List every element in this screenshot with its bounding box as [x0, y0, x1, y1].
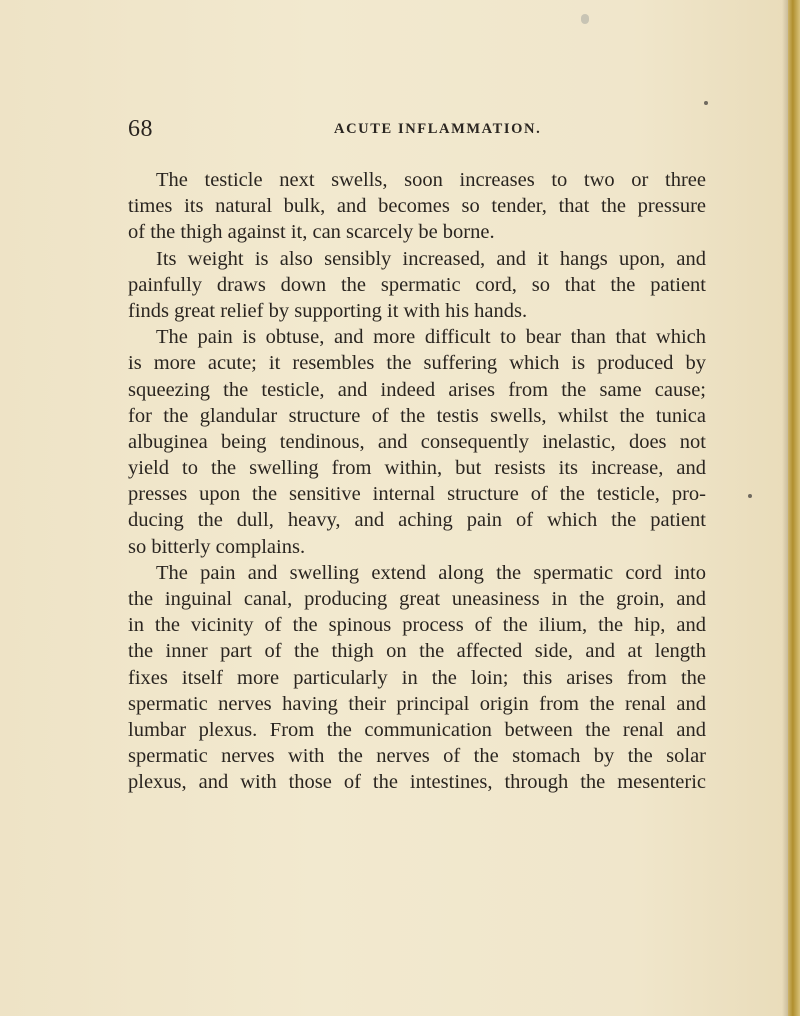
text-line: spermatic nerves with the nerves of the stomach by the solar: [128, 745, 706, 768]
text-line: for the glandular structure of the testis swells, whilst the tunica: [128, 404, 706, 427]
text-line: painfully draws down the spermatic cord, so that the patient: [128, 273, 706, 296]
text-line: times its natural bulk, and becomes so tender, that the pressure: [128, 195, 706, 218]
text-line: yield to the swelling from within, but resists its increase, and: [128, 457, 706, 480]
text-line: The pain is obtuse, and more difficult to bear than that which: [156, 326, 706, 349]
page-header: [128, 115, 698, 145]
book-edge: [788, 0, 800, 1016]
body-text: [128, 167, 706, 796]
text-line: the inner part of the thigh on the affected side, and at length: [128, 640, 706, 663]
text-line: finds great relief by supporting it with his hands.: [128, 299, 528, 322]
running-head: ACUTE INFLAMMATION.: [334, 121, 542, 137]
text-line: fixes itself more particularly in the loin; this arises from the: [128, 666, 706, 689]
text-line: the inguinal canal, producing great uneasiness in the groin, and: [128, 588, 706, 610]
speck-mark: [704, 101, 708, 105]
text-line: is more acute; it resembles the suffering which is produced by: [128, 352, 706, 375]
page-number: 68: [128, 116, 153, 142]
text-line: The pain and swelling extend along the spermatic cord into: [156, 561, 706, 584]
paragraph: [128, 324, 706, 560]
stain-mark: [581, 14, 589, 24]
text-line: squeezing the testicle, and indeed arises from the same cause;: [128, 378, 706, 401]
text-line: albuginea being tendinous, and consequently inelastic, does not: [128, 430, 706, 453]
text-line: The testicle next swells, soon increases to two or three: [156, 169, 706, 191]
text-line: so bitterly complains.: [128, 535, 306, 558]
text-line: spermatic nerves having their principal origin from the renal and: [128, 692, 706, 715]
text-line: Its weight is also sensibly increased, and it hangs upon, and: [156, 247, 706, 270]
text-line: ducing the dull, heavy, and aching pain of which the patient: [128, 509, 706, 532]
text-line: of the thigh against it, can scarcely be borne.: [128, 221, 495, 244]
paragraph: [128, 246, 706, 325]
text-line: in the vicinity of the spinous process of the ilium, the hip, and: [128, 614, 706, 637]
text-line: presses upon the sensitive internal structure of the testicle, pro-: [128, 483, 706, 506]
speck-mark: [748, 494, 752, 498]
text-line: plexus, and with those of the intestines, through the mesenteric: [128, 771, 706, 794]
paragraph: [128, 560, 706, 796]
paragraph: [128, 167, 706, 246]
text-line: lumbar plexus. From the communication between the renal and: [128, 718, 706, 741]
